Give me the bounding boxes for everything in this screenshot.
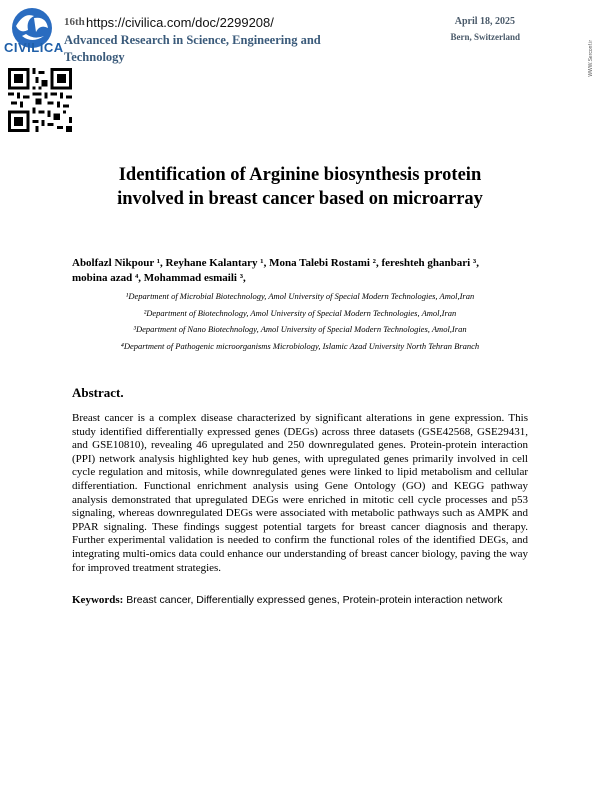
conference-title: Advanced Research in Science, Engineering and Technology — [64, 33, 321, 64]
authors-line: mobina azad ⁴, Mohammad esmaili ³, — [72, 272, 246, 284]
authors — [72, 256, 532, 286]
affiliation-3: ³Department of Nano Biotechnology, Amol University of Special Modern Technologies, Amol,Iran — [133, 324, 467, 334]
conference-location: Bern, Switzerland — [450, 32, 520, 42]
conference-number: 16th — [64, 16, 85, 28]
conference-date: April 18, 2025 — [454, 16, 515, 27]
logo-text: CIVILICA — [4, 40, 64, 55]
affiliation-2: ²Department of Biotechnology, Amol University of Special Modern Technologies, Amol,Iran — [143, 308, 457, 318]
keywords-list: Breast cancer, Differentially expressed genes, Protein-protein interaction network — [126, 594, 503, 606]
paper-title: Identification of Arginine biosynthesis protein involved in breast cancer based on microarray — [117, 165, 483, 209]
affiliation-4: ⁴Department of Pathogenic microorganisms Microbiology, Islamic Azad University North Tehran Branch — [120, 341, 480, 351]
keywords — [72, 594, 542, 606]
qr-code-icon[interactable] — [8, 68, 72, 132]
abstract-heading: Abstract. — [72, 385, 124, 400]
abstract-body: Breast cancer is a complex disease characterized by significant alterations in gene expression. This study identified differentially expressed genes (DEGs) across three datasets (GSE42568, GSE29431, and GSE10810), revealing 46 upregulated and 250 downregulated genes. Protein-protein interaction (PPI) network analysis highlighted key hub genes, with upregulated genes primarily involved in cell cycle regulation and mitosis, while downregulated genes were linked to lipid metabolism and cellular differentiation. Functional enrichment analysis using Gene Ontology (GO) and KEGG pathway analysis demonstrated that upregulated DEGs were enriched in mitotic cell cycle processes and p53 signaling, whereas downregulated DEGs were associated with metabolic pathways such as AMPK and PPAR signaling. These findings suggest potential targets for breast cancer diagnosis and therapy. Further experimental validation is needed to confirm the functional roles of the identified DEGs, and integrating multi-omics data could enhance our understanding of breast cancer biology, paving the way for improved treatment strategies. — [72, 412, 528, 574]
document-url[interactable]: https://civilica.com/doc/2299208/ — [86, 15, 274, 30]
authors-line: Abolfazl Nikpour ¹, Reyhane Kalantary ¹, Mona Talebi Rostami ², fereshteh ghanbari ³, — [72, 257, 479, 269]
keywords-label: Keywords: — [72, 594, 124, 606]
side-website: WWW.Serconf.ir — [588, 40, 594, 77]
affiliation-1: ¹Department of Microbial Biotechnology, Amol University of Special Modern Technologies, Amol,Iran — [125, 291, 475, 301]
